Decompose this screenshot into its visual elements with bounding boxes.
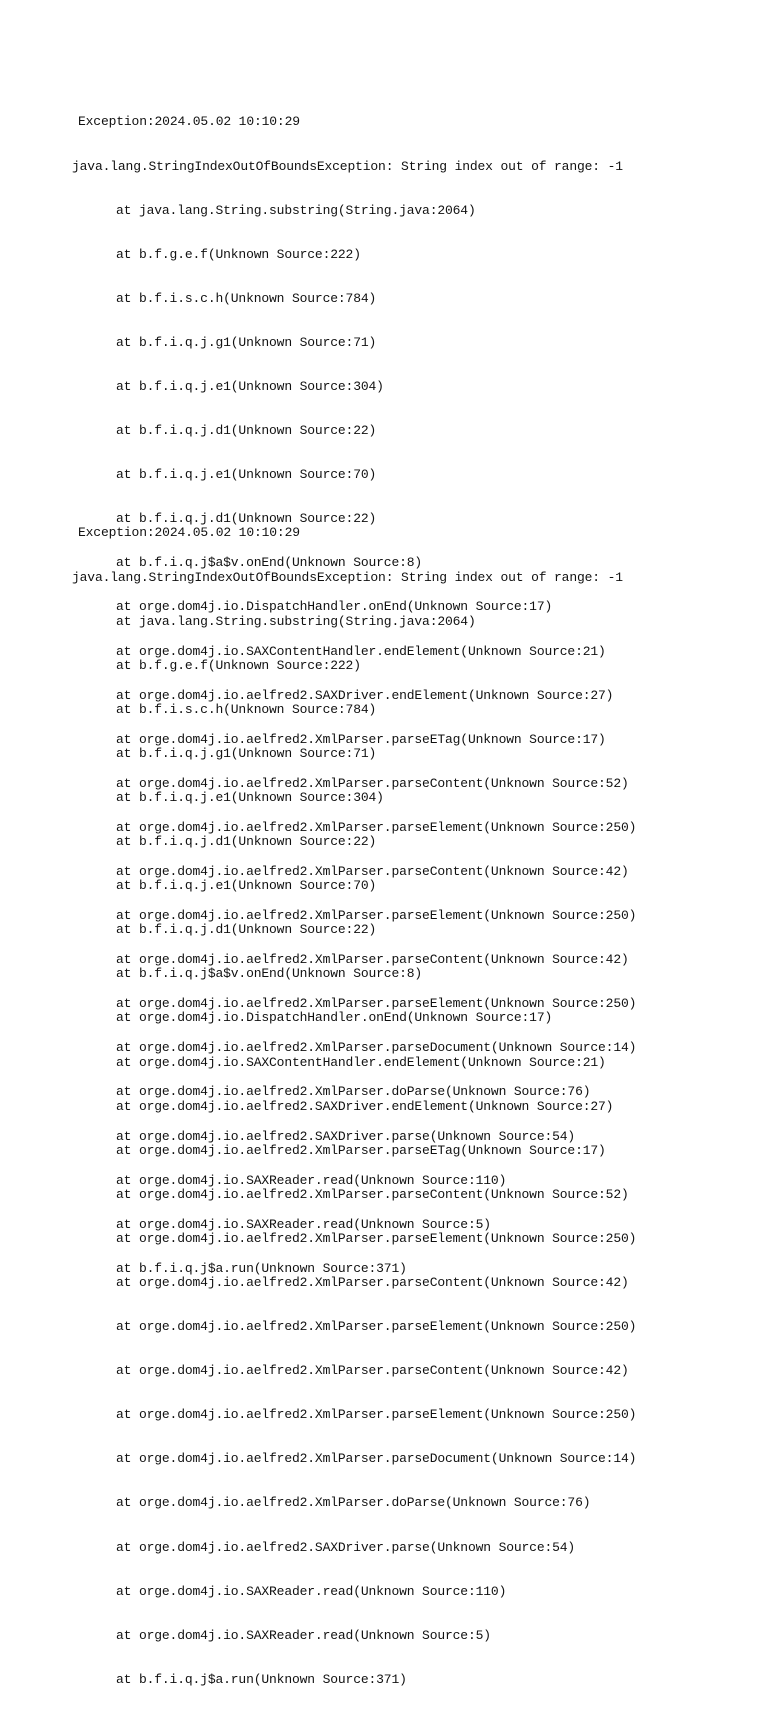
stack-frame: at b.f.i.q.j.d1(Unknown Source:22) [116,922,377,938]
stack-frame: at orge.dom4j.io.SAXReader.read(Unknown Source:110) [116,1583,507,1599]
stack-frame: at b.f.i.q.j.e1(Unknown Source:304) [116,378,384,394]
stack-frame: at orge.dom4j.io.aelfred2.XmlParser.parseETag(Unknown Source:17) [116,1142,606,1158]
stack-frame: at orge.dom4j.io.aelfred2.SAXDriver.parse(Unknown Source:54) [116,1128,576,1144]
stack-frame: at orge.dom4j.io.DispatchHandler.onEnd(Unknown Source:17) [116,1010,553,1026]
stack-frame: at b.f.i.q.j.d1(Unknown Source:22) [116,834,377,850]
stack-frame: at orge.dom4j.io.aelfred2.XmlParser.parseETag(Unknown Source:17) [116,731,606,747]
stack-frame: at orge.dom4j.io.aelfred2.XmlParser.parseElement(Unknown Source:250) [116,819,637,835]
stack-frame: at orge.dom4j.io.SAXReader.read(Unknown Source:5) [116,1627,491,1643]
stack-frame: at orge.dom4j.io.aelfred2.XmlParser.parseElement(Unknown Source:250) [116,908,637,924]
stack-frame: at orge.dom4j.io.SAXContentHandler.endElement(Unknown Source:21) [116,1054,606,1070]
stack-frame: at b.f.i.q.j$a$v.onEnd(Unknown Source:8) [116,555,423,571]
stack-frame: at b.f.i.q.j.e1(Unknown Source:70) [116,878,377,894]
stack-frame: at orge.dom4j.io.aelfred2.XmlParser.parseContent(Unknown Source:52) [116,1186,629,1202]
stack-frame: at b.f.i.s.c.h(Unknown Source:784) [116,290,377,306]
stack-frame: at b.f.i.q.j.e1(Unknown Source:70) [116,467,377,483]
stack-frame: at orge.dom4j.io.SAXContentHandler.endElement(Unknown Source:21) [116,643,606,659]
stack-frame: at orge.dom4j.io.aelfred2.XmlParser.parseDocument(Unknown Source:14) [116,1040,637,1056]
stack-frame: at orge.dom4j.io.SAXReader.read(Unknown Source:5) [116,1216,491,1232]
stack-frame: at orge.dom4j.io.aelfred2.XmlParser.parseElement(Unknown Source:250) [116,1407,637,1423]
stack-frame: at orge.dom4j.io.aelfred2.XmlParser.doParse(Unknown Source:76) [116,1495,591,1511]
stack-frame: at orge.dom4j.io.aelfred2.SAXDriver.endElement(Unknown Source:27) [116,1098,614,1114]
stack-frame: at orge.dom4j.io.aelfred2.XmlParser.parseContent(Unknown Source:42) [116,864,629,879]
exception-timestamp-header: Exception:2024.05.02 10:10:29 [78,114,300,130]
stack-frame: at b.f.i.q.j.d1(Unknown Source:22) [116,511,377,527]
stack-frame: at b.f.i.q.j$a.run(Unknown Source:371) [116,1671,407,1687]
stack-frame: at b.f.g.e.f(Unknown Source:222) [116,657,361,673]
stack-frame: at orge.dom4j.io.DispatchHandler.onEnd(Unknown Source:17) [116,599,553,615]
stack-frame: at b.f.i.q.j.g1(Unknown Source:71) [116,745,377,761]
stack-frame: at b.f.i.q.j.g1(Unknown Source:71) [116,334,377,350]
stack-frame: at orge.dom4j.io.aelfred2.XmlParser.parseContent(Unknown Source:42) [116,1275,629,1290]
stack-frame: at java.lang.String.substring(String.java:2064) [116,613,476,629]
exception-message: java.lang.StringIndexOutOfBoundsException: String index out of range: -1 [72,569,623,585]
stack-frame: at orge.dom4j.io.aelfred2.XmlParser.parseElement(Unknown Source:250) [116,996,637,1012]
stack-frame: at orge.dom4j.io.aelfred2.XmlParser.parseContent(Unknown Source:42) [116,952,629,968]
exception-message: java.lang.StringIndexOutOfBoundsException: String index out of range: -1 [72,158,623,174]
stack-frame: at orge.dom4j.io.aelfred2.XmlParser.parseContent(Unknown Source:52) [116,775,629,791]
stack-frame: at orge.dom4j.io.aelfred2.XmlParser.parseElement(Unknown Source:250) [116,1319,637,1335]
stack-frame: at orge.dom4j.io.aelfred2.XmlParser.parseDocument(Unknown Source:14) [116,1451,637,1467]
stack-frame: at b.f.i.s.c.h(Unknown Source:784) [116,701,377,717]
stack-frame: at orge.dom4j.io.SAXReader.read(Unknown Source:110) [116,1172,507,1188]
stack-frame: at b.f.i.q.j.e1(Unknown Source:304) [116,789,384,805]
stack-frame: at orge.dom4j.io.aelfred2.XmlParser.doParse(Unknown Source:76) [116,1084,591,1100]
stack-frame: at b.f.i.q.j$a.run(Unknown Source:371) [116,1260,407,1276]
exception-timestamp-header: Exception:2024.05.02 10:10:29 [78,525,300,541]
stack-frame: at orge.dom4j.io.aelfred2.XmlParser.parseElement(Unknown Source:250) [116,1230,637,1246]
exception-log-block [72,497,752,1717]
stack-frame: at orge.dom4j.io.aelfred2.SAXDriver.endElement(Unknown Source:27) [116,687,614,703]
stack-frame: at orge.dom4j.io.aelfred2.XmlParser.parseContent(Unknown Source:42) [116,1363,629,1379]
stack-frame: at b.f.g.e.f(Unknown Source:222) [116,246,361,262]
stack-frame: at b.f.i.q.j$a$v.onEnd(Unknown Source:8) [116,966,423,982]
stack-frame: at b.f.i.q.j.d1(Unknown Source:22) [116,423,377,439]
stack-frame: at java.lang.String.substring(String.java:2064) [116,202,476,218]
stack-frame: at orge.dom4j.io.aelfred2.SAXDriver.parse(Unknown Source:54) [116,1539,576,1555]
